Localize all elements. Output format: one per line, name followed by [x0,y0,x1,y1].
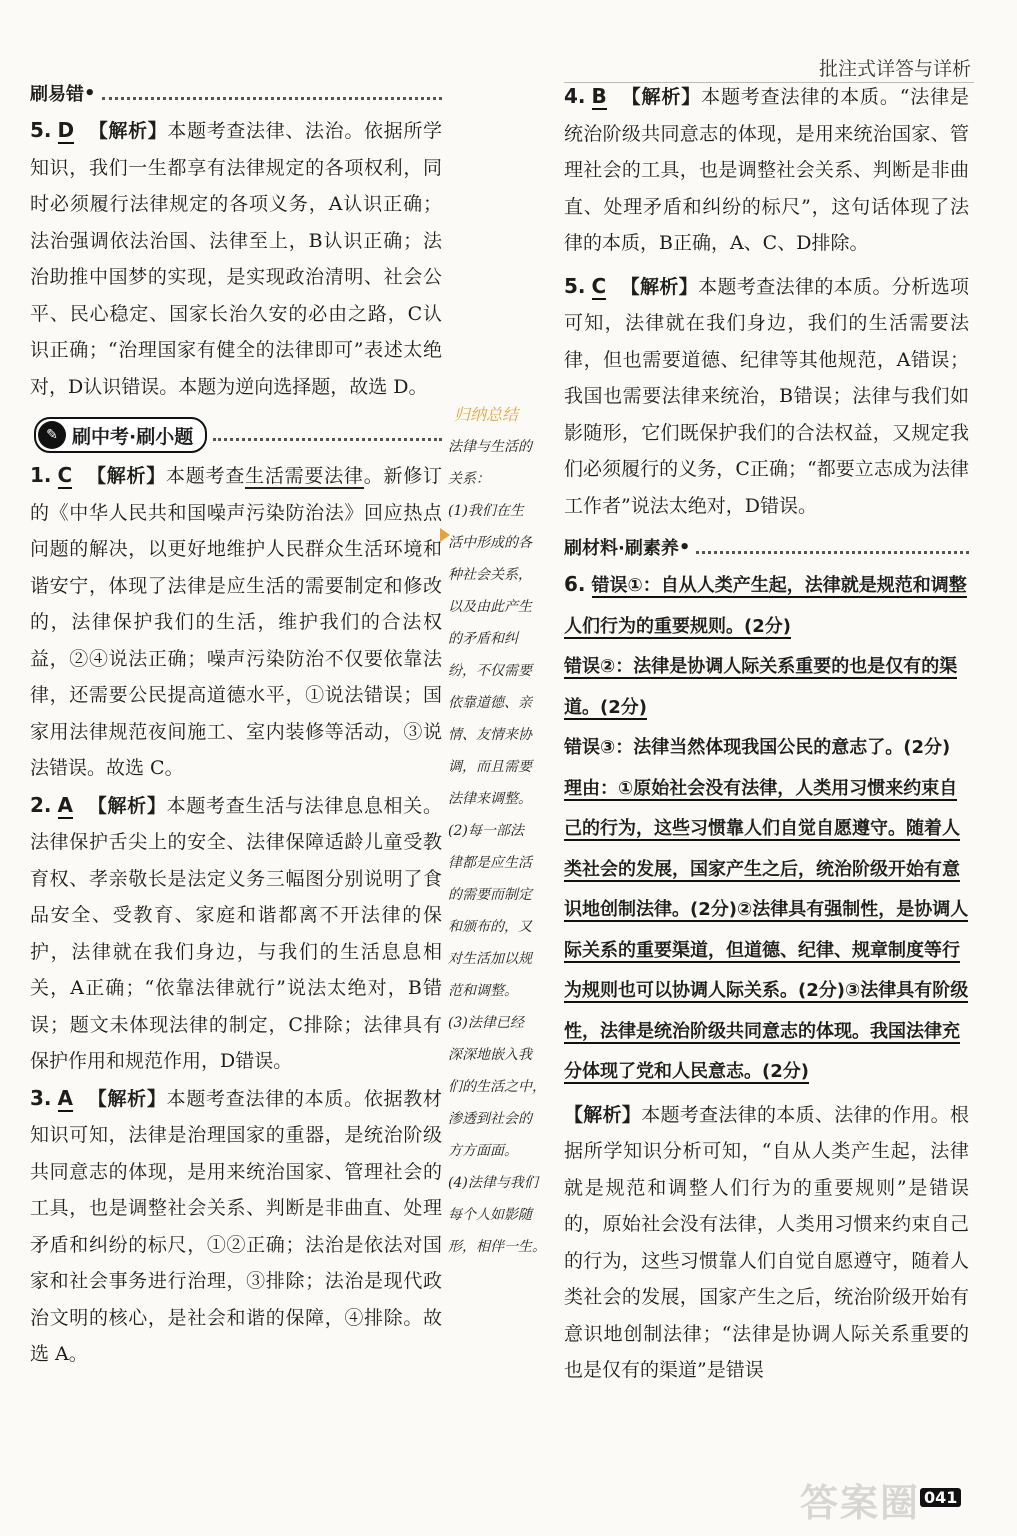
note-line: (1)我们在生 [448,503,524,519]
summary-note [448,431,556,1263]
summary-note-column [448,0,556,1263]
note-line: 对生活加以规 [448,951,532,967]
note-line: 调，而且需要 [448,759,532,775]
answer-letter: D [57,118,75,142]
note-line: (4)法律与我们 [448,1175,538,1191]
question-4: 4. B 【解析】本题考查法律的本质。“法律是统治阶级共同意志的体现，是用来统治国家、管理社会的工具，也是调整社会关系、判断是非曲直、处理矛盾和纠纷的标尺”，这句话体现了法律的本质，B正确，A、C、D排除。 [564,84,969,254]
pen-icon: ✎ [38,421,66,449]
note-line: 种社会关系， [448,567,532,583]
note-line: 们的生活之中， [448,1079,546,1095]
summary-title: 归纳总结 [454,405,519,424]
answer-letter: C [57,463,73,487]
page-header-title: 批注式详答与详析 [818,58,971,80]
note-line: 每个人如影随 [448,1207,532,1223]
note-line: 律都是应生活 [448,855,532,871]
answer-letter: A [57,792,73,817]
note-line: (3)法律已经 [448,1015,524,1031]
question-3: 3. A 【解析】本题考查法律的本质。依据教材知识可知，法律是治理国家的重器，是统治阶级共同意志的体现，是用来统治国家、管理社会的工具，也是调整社会关系、判断是非曲直、处理矛盾和纠纷的标尺，①②正确；法治是依法对国家和社会事务进行治理，③排除；法治是现代政治文明的核心，是社会和谐的保障，④排除。故选 A。 [30,1085,442,1365]
section-header-materials: 刷材料·刷素养 • [564,534,969,560]
answer-letter: A [57,1085,73,1110]
note-line: 形，相伴一生。 [448,1239,546,1255]
section-banner-exam: ✎ 刷中考·刷小题 [34,417,442,453]
note-line: 渗透到社会的 [448,1111,532,1127]
error-3: 错误③：法律当然体现我国公民的意志了。(2分) [564,737,951,758]
error-2: 错误②：法律是协调人际关系重要的也是仅有的渠道。(2分) [564,656,958,718]
note-line: 范和调整。 [448,983,518,999]
note-line: 的需要而制定 [448,887,532,903]
note-line: 活中形成的各 [448,535,532,551]
question-5-right: 5. C 【解析】本题考查法律的本质。分析选项可知，法律就在我们身边，我们的生活需要法律，但也需要道德、纪律等其他规范，A错误；我国也需要法律来统治，B错误；法律与我们如影随形，它们既保护我们的合法权益，又规定我们必须履行的义务，C正确；“都要立志成为法律工作者”说法太绝对，D错误。 [564,273,969,517]
page-number: 041 [920,1488,961,1507]
note-line: 法律与生活的 [448,439,532,455]
note-line: 方方面面。 [448,1143,518,1159]
note-line: 和颁布的，又 [448,919,532,935]
left-column [30,0,442,1373]
note-line: 关系： [448,471,490,487]
answer-letter: C [591,273,607,298]
note-line: (2)每一部法 [448,823,524,839]
note-line: 依靠道德、亲 [448,695,532,711]
section-label: 刷易错 [30,84,84,105]
question-2: 2. A 【解析】本题考查生活与法律息息相关。法律保护舌尖上的安全、法律保障适龄儿童受教育权、孝亲敬长是法定义务三幅图分别说明了食品安全、受教育、家庭和谐都离不开法律的保护，法律就在我们身边，与我们的生活息息相关，A正确；“依靠法律就行”说法太绝对，B错误；题文未体现法律的制定，C排除；法律具有保护作用和规范作用，D错误。 [30,792,442,1072]
question-6: 6. 错误①：自从人类产生起，法律就是规范和调整人们行为的重要规则。(2分) 错误②：法律是协调人际关系重要的也是仅有的渠道。(2分) 错误③：法律当然体现我国公民的意志了。(2分) 理由：①原始社会没有法律，人类用习惯来约束自己的行为，这些习惯靠人们自觉自愿遵守。随着人类社会的发展，国家产生之后，统治阶级开始有意识地创制法律。(2分)②法律具有强制性，是协调人际关系的重要渠道，但道德、纪律、规章制度等行为规则也可以协调人际关系。(2分)③法律具有阶级性，法律是统治阶级共同意志的体现。我国法律充分体现了党和人民意志。(2分) 【解析】本题考查法律的本质、法律的作用。根据所学知识分析可知，“自从人类产生起，法律就是规范和调整人们行为的重要规则”是错误的，原始社会没有法律，人类用习惯来约束自己的行为，这些习惯靠人们自觉自愿遵守，随着人类社会的发展，国家产生之后，统治阶级开始有意识地创制法律；“法律是协调人际关系重要的也是仅有的渠道”是错误 [564,572,969,1381]
error-1: 错误①：自从人类产生起，法律就是规范和调整人们行为的重要规则。(2分) [564,575,967,637]
question-5-left: 5. D 【解析】本题考查法律、法治。依据所学知识，我们一生都享有法律规定的各项权利，同时必须履行法律规定的各项义务，A认识正确；法治强调依法治国、法律至上，B认识正确；法治助推中国梦的实现，是实现政治清明、社会公平、民心稳定、国家长治久安的必由之路，C认识正确；“治理国家有健全的法律即可”表述太绝对，D认识错误。本题为逆向选择题，故选 D。 [30,118,442,398]
note-line: 情、友情来协 [448,727,532,743]
note-line: 纷，不仅需要 [448,663,532,679]
watermark-logo: 答案圈 [800,1481,921,1525]
right-column [564,0,969,1389]
note-line: 以及由此产生 [448,599,532,615]
answer-letter: B [591,84,607,108]
note-line: 法律来调整。 [448,791,532,807]
reason-text: 理由：①原始社会没有法律，人类用习惯来约束自己的行为，这些习惯靠人们自觉自愿遵守。随着人类社会的发展，国家产生之后，统治阶级开始有意识地创制法律。(2分)②法律具有强制性，是协调人际关系的重要渠道，但道德、纪律、规章制度等行为规则也可以协调人际关系。(2分)③法律具有阶级性，法律是统治阶级共同意志的体现。我国法律充分体现了党和人民意志。(2分) [564,777,969,1082]
analysis-text: 本题考查法律的本质、法律的作用。根据所学知识分析可知，“自从人类产生起，法律就是规范和调整人们行为的重要规则”是错误的，原始社会没有法律，人类用习惯来约束自己的行为，这些习惯靠人们自觉自愿遵守，随着人类社会的发展，国家产生之后，统治阶级开始有意识地创制法律；“法律是协调人际关系重要的也是仅有的渠道”是错误 [564,1103,969,1381]
underlined-keyword: 生活需要法律 [245,465,364,487]
note-line: 深深地嵌入我 [448,1047,532,1063]
question-1: 1. C 【解析】本题考查生活需要法律。新修订的《中华人民共和国噪声污染防治法》回应热点问题的解决，以更好地维护人民群众生活环境和谐安宁，体现了法律是应生活的需要制定和修改的，法律保护我们的生活，维护我们的合法权益，②④说法正确；噪声污染防治不仅要依靠法律，还需要公民提高道德水平，①说法错误；国家用法律规范夜间施工、室内装修等活动，③说法错误。故选 C。 [30,463,442,779]
section-header-easy-mistakes: 刷易错 • [30,80,442,106]
note-line: 的矛盾和纠 [448,631,518,647]
explanation-text: 本题考查法律、法治。依据所学知识，我们一生都享有法律规定的各项权利，同时必须履行法律规定的各项义务，A认识正确；法治强调依法治国、法律至上，B认识正确；法治助推中国梦的实现，是实现政治清明、社会公平、民心稳定、国家长治久安的必由之路，C认识正确；“治理国家有健全的法律即可”表述太绝对，D认识错误。本题为逆向选择题，故选 D。 [30,120,442,398]
